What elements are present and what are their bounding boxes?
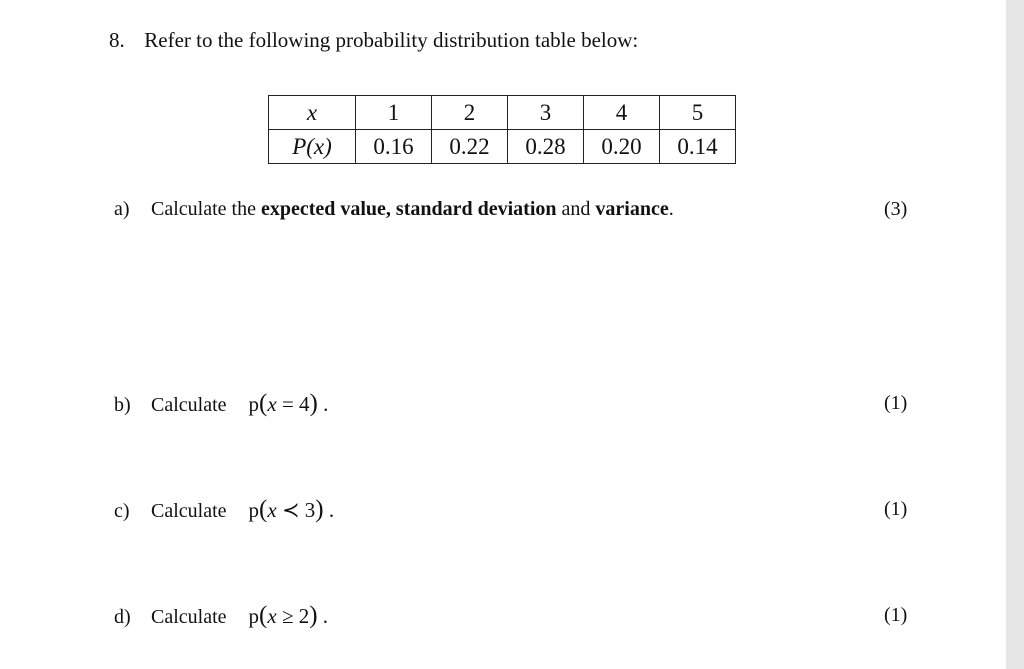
part-c-text: Calculate [151,500,227,522]
table-row-x [269,96,736,130]
part-b [114,390,328,418]
x-cell-3: 3 [508,96,584,130]
p-cell-1: 0.16 [356,130,432,164]
part-d-op: ≥ 2 [276,604,310,628]
part-d [114,602,328,630]
question-text: Refer to the following probability distribution table below: [144,28,639,52]
part-d-end: . [317,604,329,628]
x-cell-5: 5 [660,96,736,130]
part-b-marks: (1) [884,392,908,414]
part-d-p: p [248,604,260,628]
part-b-label: b) [114,394,131,416]
part-b-text: Calculate [151,394,227,416]
row-header-x: x [269,96,356,130]
part-a-bold-1: expected value, standard deviation [260,198,557,220]
part-a-marks: (3) [884,198,908,220]
part-a-suffix: . [668,198,674,220]
p-cell-5: 0.14 [660,130,736,164]
part-b-op: = 4 [276,392,310,416]
vertical-scrollbar[interactable] [1006,0,1024,669]
part-a-label: a) [114,198,130,220]
part-d-var: x [267,604,277,628]
part-d-expression: p(x ≥ 2) . [248,602,329,629]
row-header-px: P(x) [269,130,356,164]
x-cell-1: 1 [356,96,432,130]
part-d-label: d) [114,606,131,628]
part-b-end: . [317,392,329,416]
p-cell-2: 0.22 [432,130,508,164]
part-c-label: c) [114,500,130,522]
part-d-marks: (1) [884,604,908,626]
part-c-end: . [323,498,335,522]
part-c-op: ≺ 3 [276,498,316,522]
part-c [114,496,334,524]
table-row-px [269,130,736,164]
part-a [114,198,674,221]
part-c-marks: (1) [884,498,908,520]
question-header [109,28,638,53]
part-a-bold-2: variance [595,198,669,220]
part-d-text: Calculate [151,606,227,628]
part-a-mid: and [556,198,596,220]
p-cell-4: 0.20 [584,130,660,164]
p-cell-3: 0.28 [508,130,584,164]
x-cell-2: 2 [432,96,508,130]
probability-table [268,95,736,164]
part-c-var: x [267,498,277,522]
part-b-var: x [267,392,277,416]
part-b-p: p [248,392,260,416]
part-b-expression: p(x = 4) . [248,390,329,417]
part-a-prefix: Calculate the [151,198,261,220]
x-cell-4: 4 [584,96,660,130]
part-c-p: p [248,498,260,522]
question-number: 8. [109,28,125,52]
part-c-expression: p(x ≺ 3) . [248,496,335,523]
